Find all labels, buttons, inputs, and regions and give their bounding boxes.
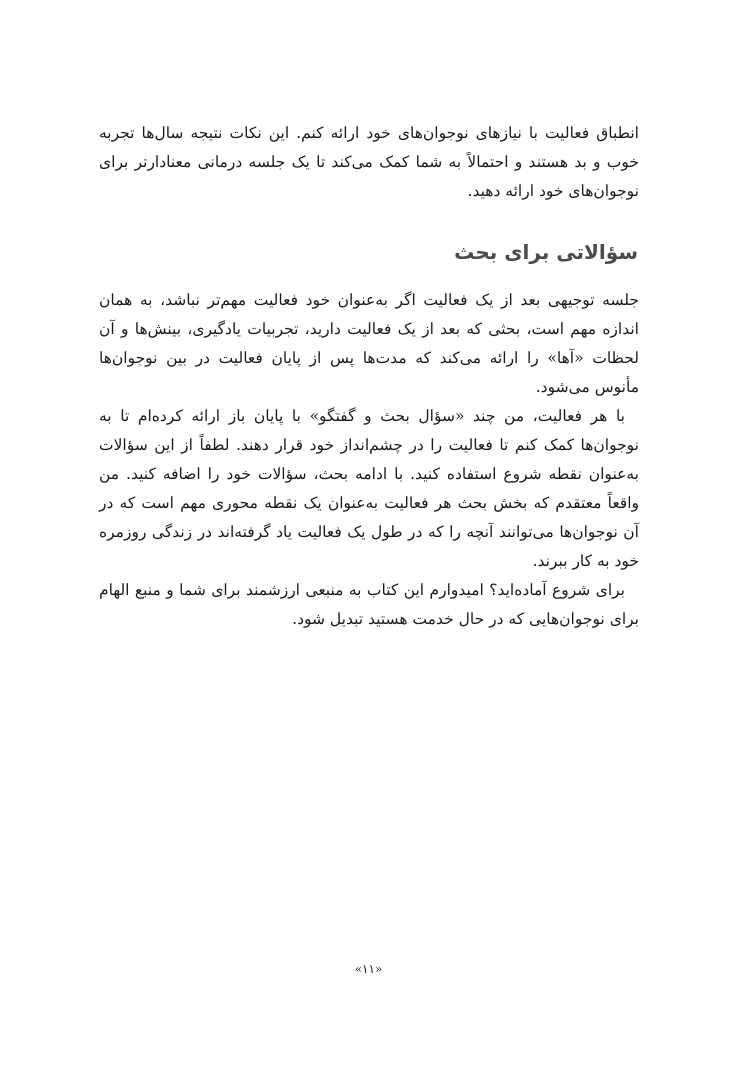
paragraph-discussion-questions: با هر فعالیت، من چند «سؤال بحث و گفتگو» با پایان باز ارائه کرده‌ام تا به نوجوان‌ها کمک کنم تا فعالیت را در چشم‌انداز خود قرار دهند. لطفاً از این سؤالات به‌عنوان نقطه شروع استفاده کنید. با ادامه بحث، سؤالات خود را اضافه کنید. من واقعاً معتقدم که بخش بحث هر فعالیت به‌عنوان یک نقطه محوری مهم است که در آن نوجوان‌ها می‌توانند آنچه را که در طول یک فعالیت یاد گرفته‌اند در زندگی روزمره خود به کار ببرند. — [99, 407, 639, 570]
intro-text-block — [99, 119, 639, 206]
paragraph-closing: برای شروع آماده‌اید؟ امیدوارم این کتاب به منبعی ارزشمند برای شما و منبع الهام برای نوجوان‌هایی که در حال خدمت هستید تبدیل شود. — [99, 581, 639, 628]
section-heading: سؤالاتی برای بحث — [454, 240, 638, 264]
discussion-text-block — [99, 286, 639, 634]
paragraph-continuation: انطباق فعالیت با نیازهای نوجوان‌های خود ارائه کنم. این نکات نتیجه سال‌ها تجربه خوب و بد هستند و احتمالاً به شما کمک می‌کند تا یک جلسه درمانی معنادارتر برای نوجوان‌های خود ارائه دهید. — [99, 124, 639, 200]
paragraph-debriefing: جلسه توجیهی بعد از یک فعالیت اگر به‌عنوان خود فعالیت مهم‌تر نباشد، به همان اندازه مهم است، بحثی که بعد از یک فعالیت دارید، تجربیات یادگیری، بینش‌ها و آن لحظات «آها» را ارائه می‌کند که مدت‌ها پس از پایان فعالیت در بین نوجوان‌ها مأنوس می‌شود. — [99, 291, 639, 396]
page-number: «۱۱» — [354, 962, 383, 976]
